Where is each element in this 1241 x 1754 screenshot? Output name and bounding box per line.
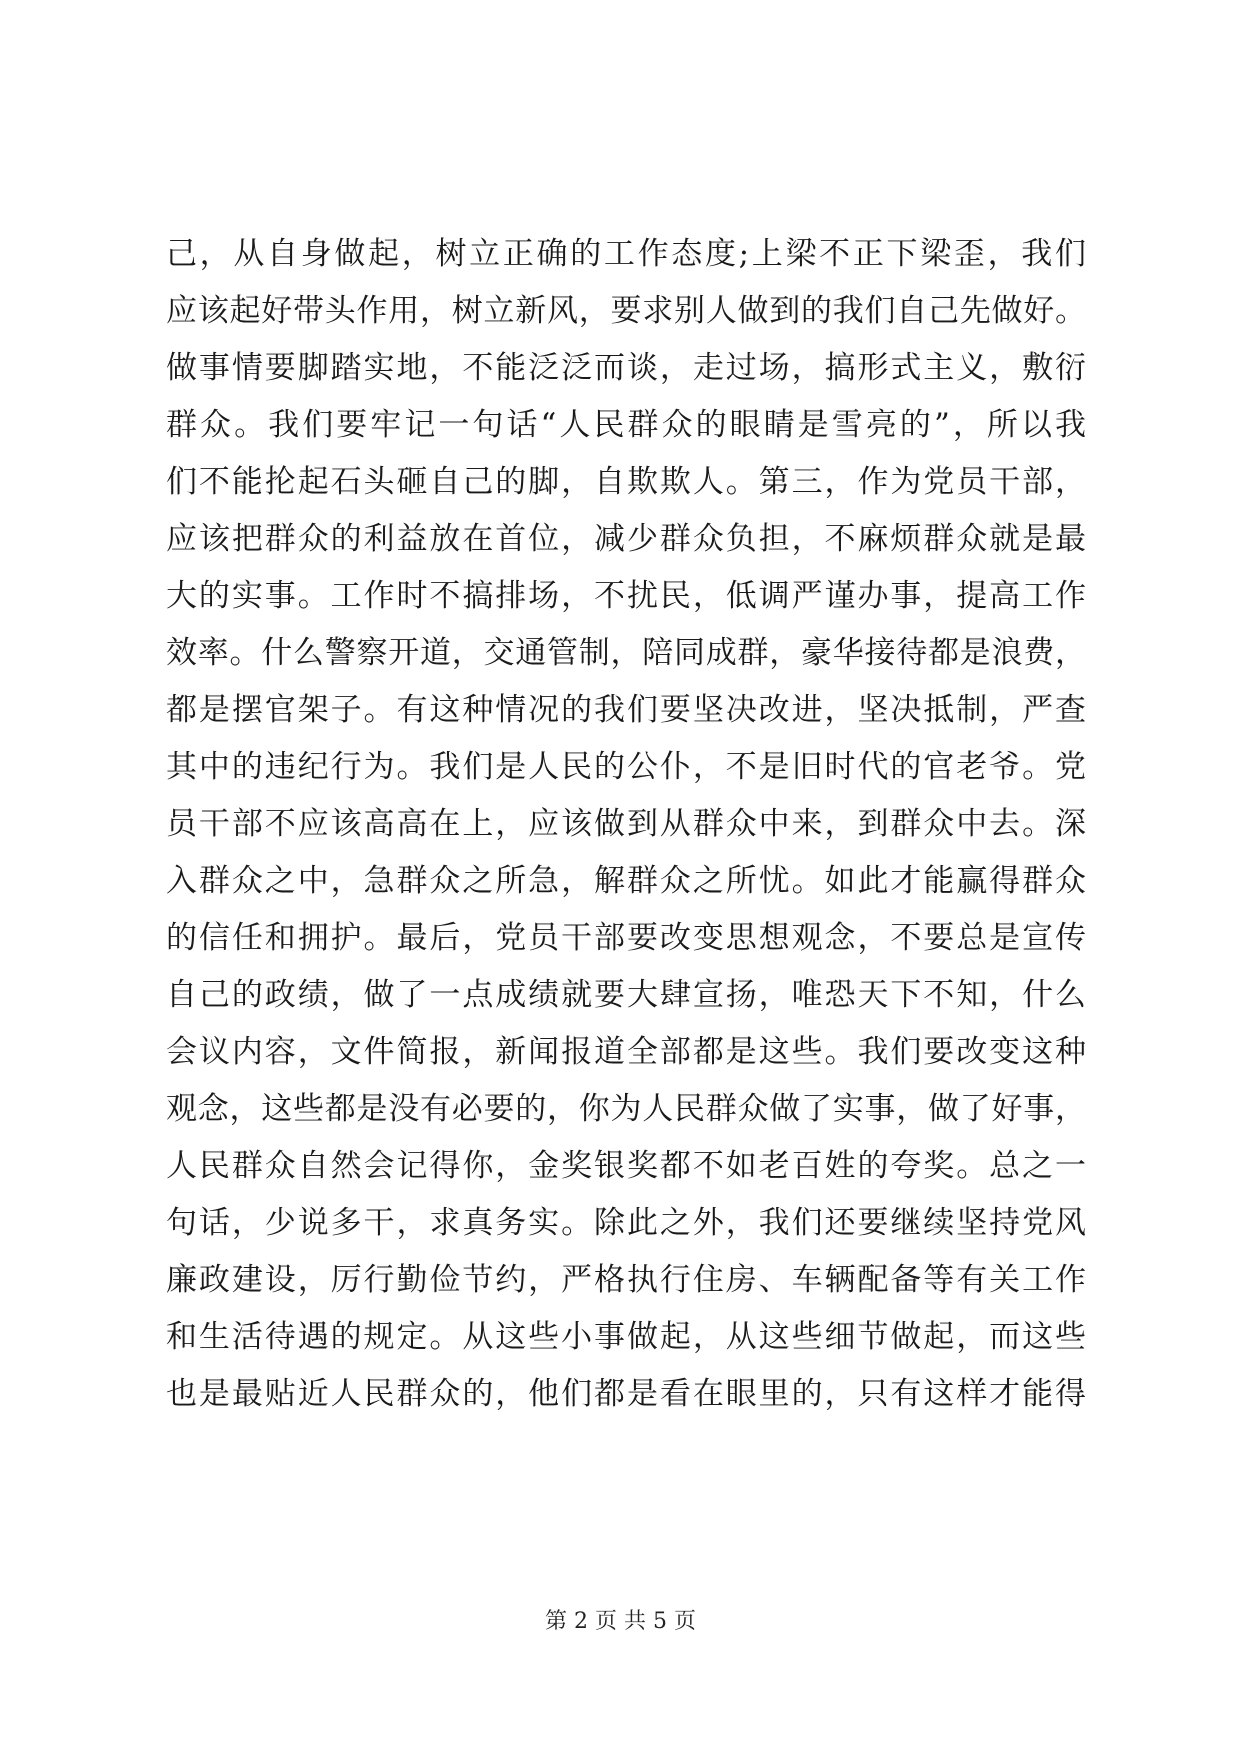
text-line: 群众。我们要牢记一句话“人民群众的眼睛是雪亮的”，所以我 xyxy=(166,407,1086,443)
text-line: 会议内容，文件简报，新闻报道全部都是这些。我们要改变这种 xyxy=(166,1034,1086,1070)
text-line: 大的实事。工作时不搞排场，不扰民，低调严谨办事，提高工作 xyxy=(166,578,1086,614)
text-line: 观念，这些都是没有必要的，你为人民群众做了实事，做了好事， xyxy=(166,1091,1086,1127)
text-line: 们不能抡起石头砸自己的脚，自欺欺人。第三，作为党员干部， xyxy=(166,464,1086,500)
text-line: 廉政建设，厉行勤俭节约，严格执行住房、车辆配备等有关工作 xyxy=(166,1262,1086,1298)
text-line: 做事情要脚踏实地，不能泛泛而谈，走过场，搞形式主义，敷衍 xyxy=(166,350,1086,386)
text-line: 和生活待遇的规定。从这些小事做起，从这些细节做起，而这些 xyxy=(166,1319,1086,1355)
text-line: 自己的政绩，做了一点成绩就要大肆宣扬，唯恐天下不知，什么 xyxy=(166,977,1086,1013)
text-line: 也是最贴近人民群众的，他们都是看在眼里的，只有这样才能得 xyxy=(166,1376,1086,1412)
page-number-footer: 第 2 页 共 5 页 xyxy=(545,1609,696,1634)
body-text xyxy=(166,226,1086,1423)
text-line: 入群众之中，急群众之所急，解群众之所忧。如此才能赢得群众 xyxy=(166,863,1086,899)
text-line: 都是摆官架子。有这种情况的我们要坚决改进，坚决抵制，严查 xyxy=(166,692,1086,728)
text-line: 己，从自身做起，树立正确的工作态度;上梁不正下梁歪，我们 xyxy=(166,236,1086,272)
text-line: 句话，少说多干，求真务实。除此之外，我们还要继续坚持党风 xyxy=(166,1205,1086,1241)
text-line: 员干部不应该高高在上，应该做到从群众中来，到群众中去。深 xyxy=(166,806,1086,842)
text-line: 应该起好带头作用，树立新风，要求别人做到的我们自己先做好。 xyxy=(166,293,1086,329)
text-line: 的信任和拥护。最后，党员干部要改变思想观念，不要总是宣传 xyxy=(166,920,1086,956)
text-line: 效率。什么警察开道，交通管制，陪同成群，豪华接待都是浪费， xyxy=(166,635,1086,671)
text-line: 人民群众自然会记得你，金奖银奖都不如老百姓的夸奖。总之一 xyxy=(166,1148,1086,1184)
text-line: 其中的违纪行为。我们是人民的公仆，不是旧时代的官老爷。党 xyxy=(166,749,1086,785)
text-line: 应该把群众的利益放在首位，减少群众负担，不麻烦群众就是最 xyxy=(166,521,1086,557)
